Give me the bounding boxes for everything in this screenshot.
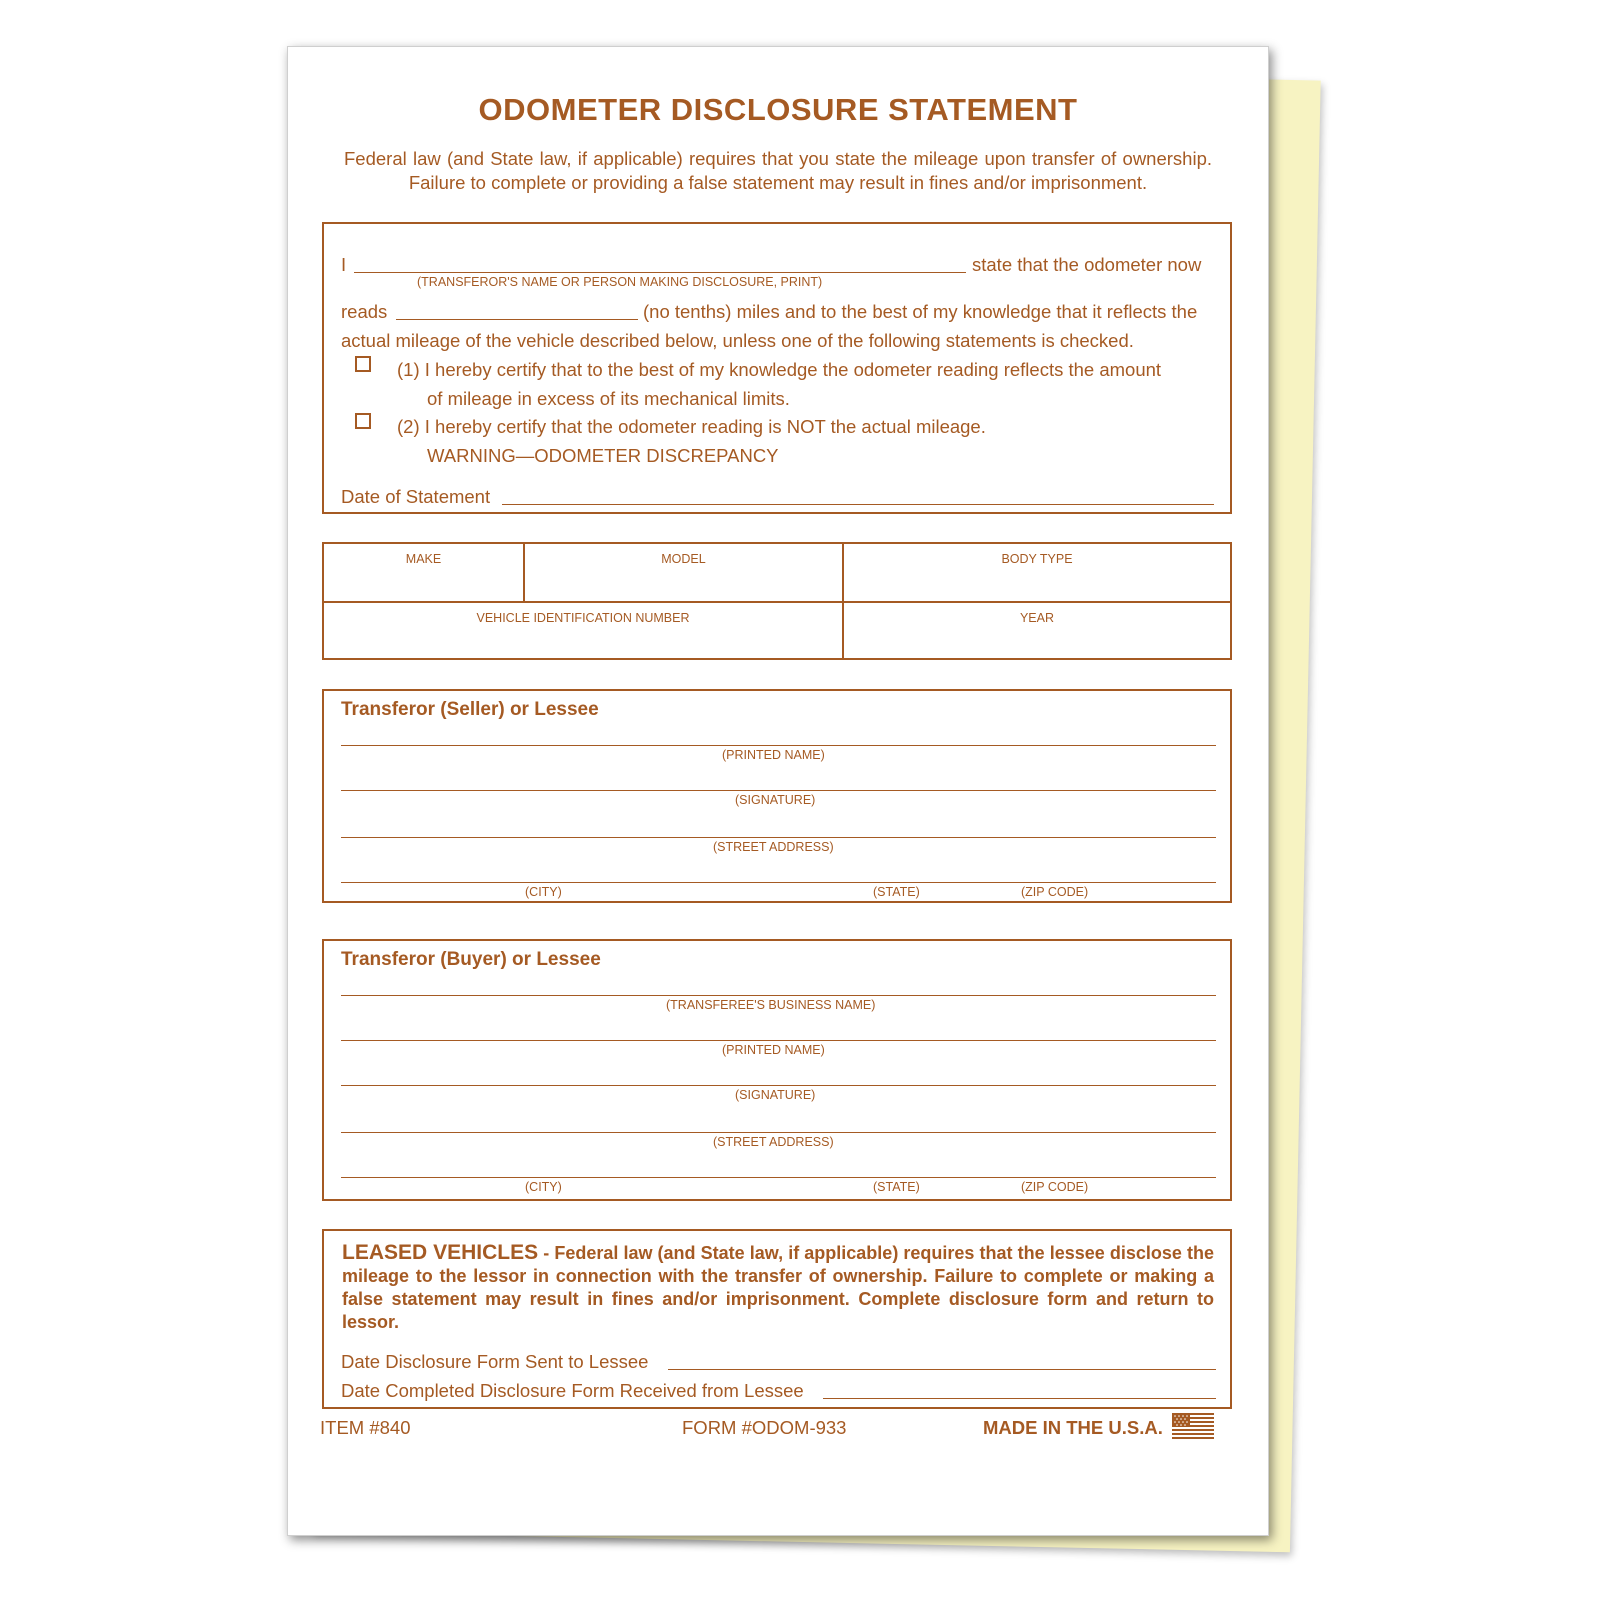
statement-section xyxy=(322,222,1232,514)
buyer-city-caption: (CITY) xyxy=(525,1180,562,1194)
seller-city-state-zip-field[interactable] xyxy=(341,882,1216,883)
statement-reads: reads xyxy=(341,301,388,322)
seller-printed-name-field[interactable] xyxy=(341,745,1216,746)
transferor-name-caption: (TRANSFEROR'S NAME OR PERSON MAKING DISCLOSURE, PRINT) xyxy=(417,275,823,289)
made-in-usa: MADE IN THE U.S.A. xyxy=(983,1417,1163,1438)
transferor-name-field[interactable] xyxy=(354,272,966,273)
statement-actual: actual mileage of the vehicle described below, unless one of the following statements is checked. xyxy=(341,330,1134,351)
form-number: FORM #ODOM-933 xyxy=(682,1417,847,1438)
check2-warning: WARNING—ODOMETER DISCREPANCY xyxy=(427,445,779,466)
year-cell[interactable] xyxy=(843,602,1231,659)
leased-vehicles-section xyxy=(322,1229,1232,1409)
certify-mechanical-limits-checkbox[interactable] xyxy=(355,356,371,372)
intro-paragraph: Federal law (and State law, if applicable) requires that you state the mileage upon transfer of ownership. Failure to complete or providing a false statement may result in fines and/or imprisonment. xyxy=(344,148,1212,193)
make-cell[interactable] xyxy=(323,543,524,602)
odometer-reading-field[interactable] xyxy=(396,319,638,320)
seller-zip-caption: (ZIP CODE) xyxy=(1021,885,1089,899)
year-label: YEAR xyxy=(1019,611,1055,625)
check1-line2: of mileage in excess of its mechanical limits. xyxy=(427,388,790,409)
date-sent-label: Date Disclosure Form Sent to Lessee xyxy=(341,1351,649,1372)
buyer-business-name-caption: (TRANSFEREE'S BUSINESS NAME) xyxy=(666,998,876,1012)
check2-line1: (2) I hereby certify that the odometer reading is NOT the actual mileage. xyxy=(397,416,986,437)
seller-signature-field[interactable] xyxy=(341,790,1216,791)
buyer-signature-field[interactable] xyxy=(341,1085,1216,1086)
seller-street-caption: (STREET ADDRESS) xyxy=(713,840,834,854)
make-label: MAKE xyxy=(405,552,442,566)
item-number: ITEM #840 xyxy=(320,1417,411,1438)
buyer-printed-name-caption: (PRINTED NAME) xyxy=(722,1043,825,1057)
seller-printed-name-caption: (PRINTED NAME) xyxy=(722,748,825,762)
date-of-statement-field[interactable] xyxy=(502,504,1214,505)
leased-vehicles-heading: LEASED VEHICLES xyxy=(342,1241,539,1264)
buyer-heading: Transferor (Buyer) or Lessee xyxy=(341,949,601,970)
date-received-field[interactable] xyxy=(823,1398,1216,1399)
us-flag-icon xyxy=(1172,1413,1214,1439)
buyer-state-caption: (STATE) xyxy=(873,1180,920,1194)
seller-city-caption: (CITY) xyxy=(525,885,562,899)
buyer-business-name-field[interactable] xyxy=(341,995,1216,996)
buyer-printed-name-field[interactable] xyxy=(341,1040,1216,1041)
form-sheet xyxy=(287,46,1269,1536)
leased-vehicles-notice xyxy=(342,1241,1214,1334)
statement-i: I xyxy=(341,254,347,275)
date-of-statement-label: Date of Statement xyxy=(341,486,491,507)
model-cell[interactable] xyxy=(524,543,843,602)
buyer-section xyxy=(322,939,1232,1201)
date-sent-field[interactable] xyxy=(668,1369,1216,1370)
buyer-street-field[interactable] xyxy=(341,1132,1216,1133)
buyer-street-caption: (STREET ADDRESS) xyxy=(713,1135,834,1149)
body-type-cell[interactable] xyxy=(843,543,1231,602)
buyer-city-state-zip-field[interactable] xyxy=(341,1177,1216,1178)
seller-section xyxy=(322,689,1232,903)
vin-cell[interactable] xyxy=(323,602,843,659)
seller-state-caption: (STATE) xyxy=(873,885,920,899)
body-type-label: BODY TYPE xyxy=(1001,552,1073,566)
seller-street-field[interactable] xyxy=(341,837,1216,838)
vehicle-info-table xyxy=(322,542,1232,660)
buyer-signature-caption: (SIGNATURE) xyxy=(735,1088,816,1102)
vin-label: VEHICLE IDENTIFICATION NUMBER xyxy=(476,611,690,625)
model-label: MODEL xyxy=(661,552,706,566)
buyer-zip-caption: (ZIP CODE) xyxy=(1021,1180,1089,1194)
seller-heading: Transferor (Seller) or Lessee xyxy=(341,699,599,720)
statement-state-text: state that the odometer now xyxy=(972,254,1202,275)
certify-not-actual-checkbox[interactable] xyxy=(355,413,371,429)
date-received-label: Date Completed Disclosure Form Received from Lessee xyxy=(341,1380,804,1401)
seller-signature-caption: (SIGNATURE) xyxy=(735,793,816,807)
check1-line1: (1) I hereby certify that to the best of my knowledge the odometer reading reflects the amount xyxy=(397,359,1162,380)
leased-vehicles-body: - Federal law (and State law, if applicable) requires that the lessee disclose the mileage to the lessor in connection with the transfer of ownership. Failure to complete or making a false statement may result in fines and/or imprisonment. Complete disclosure form and return to lessor. xyxy=(342,1243,1214,1332)
form-title: ODOMETER DISCLOSURE STATEMENT xyxy=(478,92,1078,127)
statement-reads-tail: (no tenths) miles and to the best of my knowledge that it reflects the xyxy=(643,301,1198,322)
